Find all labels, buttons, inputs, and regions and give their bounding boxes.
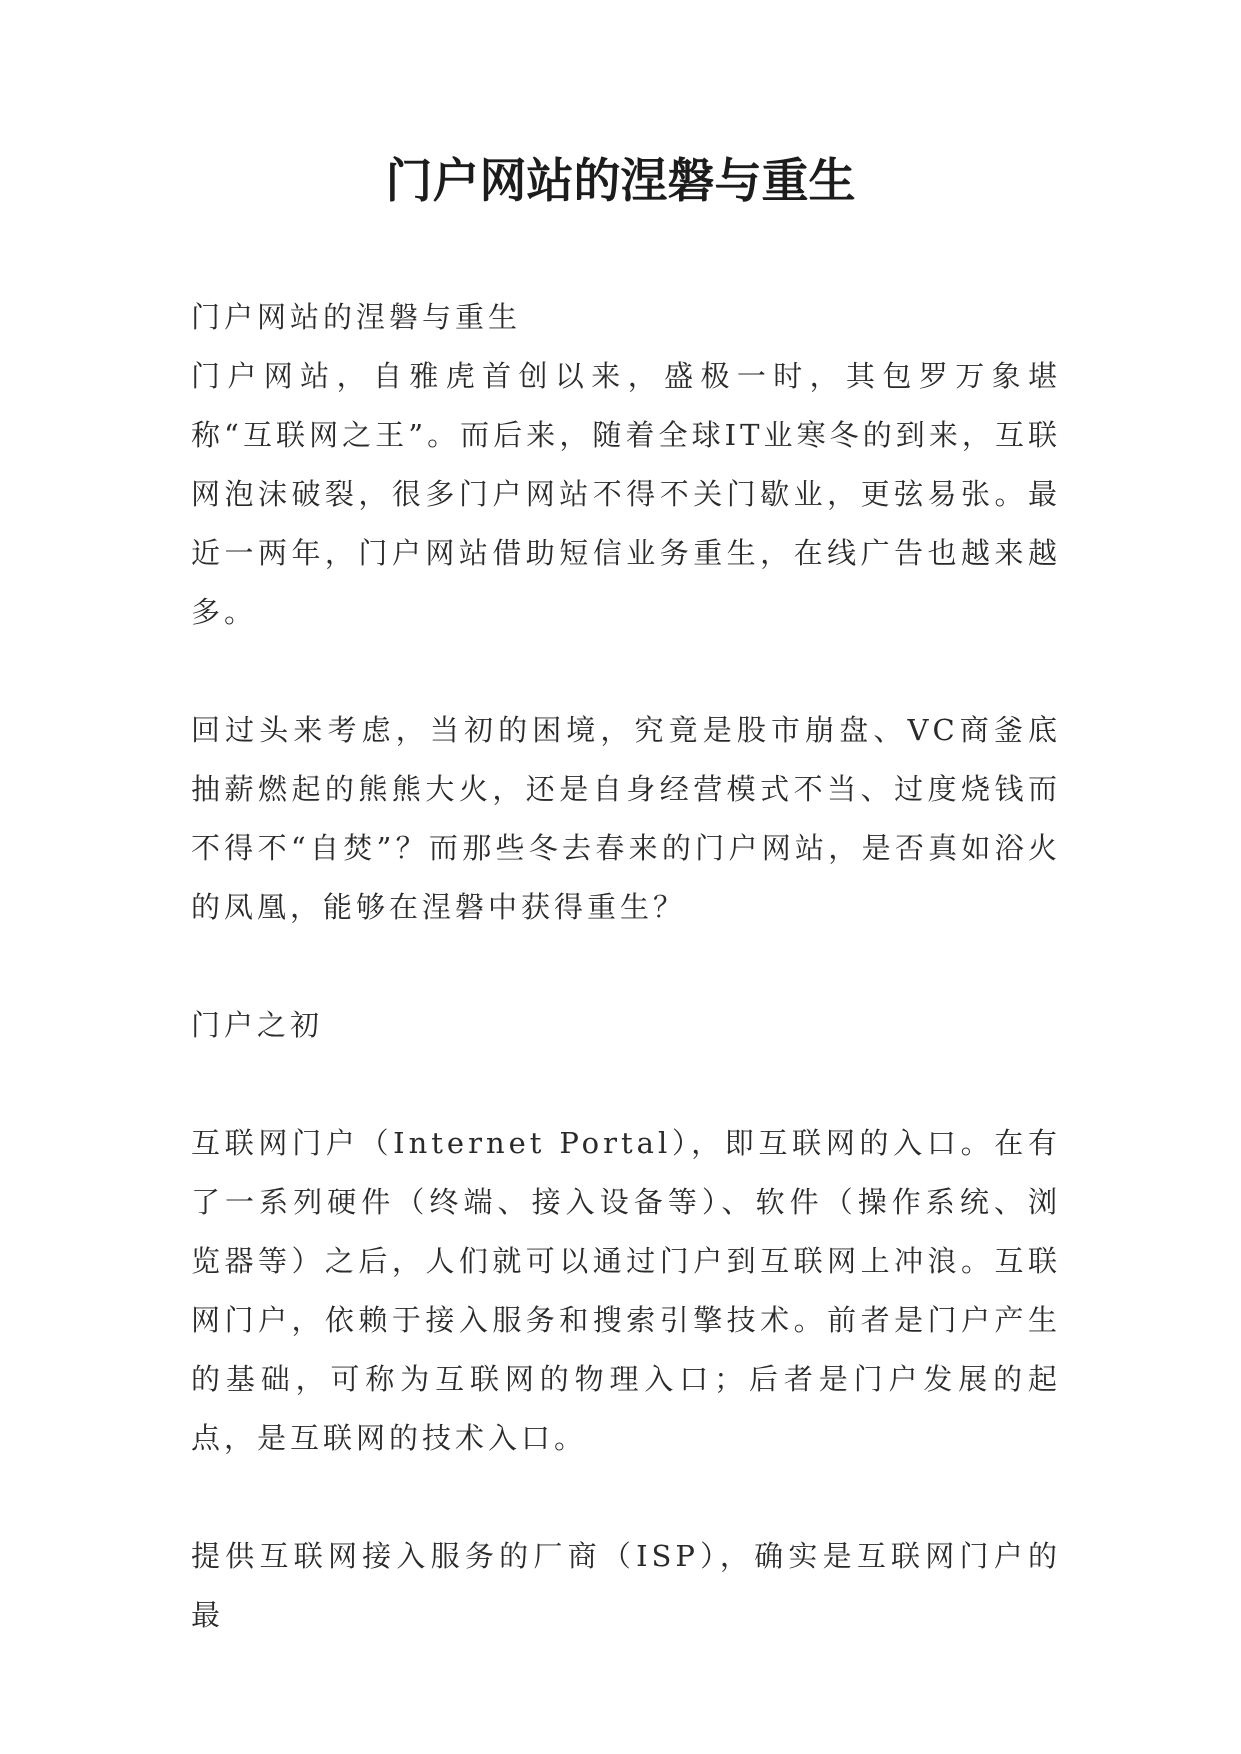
document-body: [191, 288, 1061, 1645]
paragraph-spacer: [191, 937, 1061, 996]
paragraph-spacer: [191, 1468, 1061, 1527]
subtitle-paragraph: 门户网站的涅磐与重生: [191, 300, 522, 334]
paragraph-spacer: [191, 642, 1061, 701]
paragraph-intro: 门户网站，自雅虎首创以来，盛极一时，其包罗万象堪称“互联网之王”。而后来，随着全球IT业寒冬的到来，互联网泡沫破裂，很多门户网站不得不关门歇业，更弦易张。最近一两年，门户网站借助短信业务重生，在线广告也越来越多。: [191, 359, 1061, 629]
section-heading: 门户之初: [191, 1008, 324, 1042]
paragraph-spacer: [191, 1055, 1061, 1114]
paragraph-reflection: 回过头来考虑，当初的困境，究竟是股市崩盘、VC商釜底抽薪燃起的熊熊大火，还是自身经营模式不当、过度烧钱而不得不“自焚”？而那些冬去春来的门户网站，是否真如浴火的凤凰，能够在涅磐中获得重生？: [191, 713, 1061, 924]
paragraph-isp: 提供互联网接入服务的厂商（ISP），确实是互联网门户的最: [191, 1539, 1061, 1632]
page-title: 门户网站的涅磐与重生: [385, 154, 856, 209]
paragraph-portal-definition: 互联网门户（Internet Portal），即互联网的入口。在有了一系列硬件（终端、接入设备等）、软件（操作系统、浏览器等）之后，人们就可以通过门户到互联网上冲浪。互联网门户，依赖于接入服务和搜索引擎技术。前者是门户产生的基础，可称为互联网的物理入口；后者是门户发展的起点，是互联网的技术入口。: [191, 1126, 1061, 1455]
